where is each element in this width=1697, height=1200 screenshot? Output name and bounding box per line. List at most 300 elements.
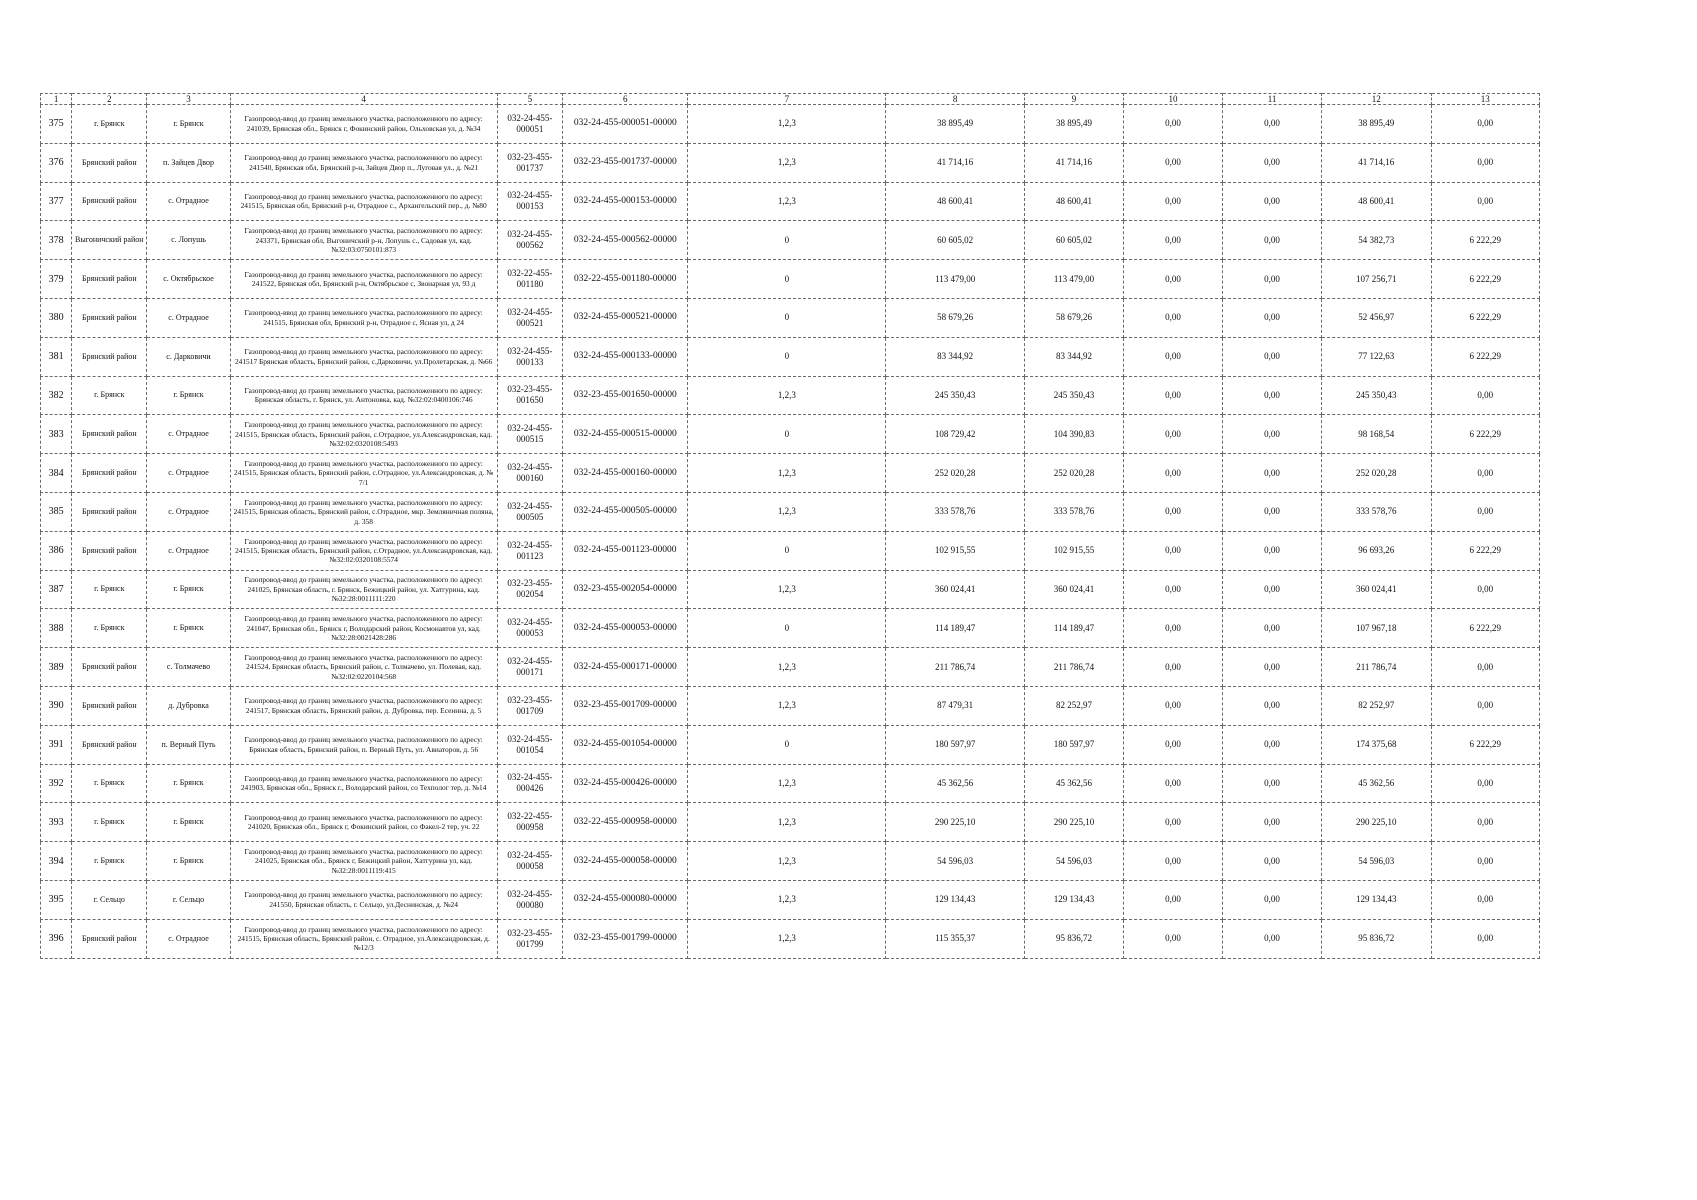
category-cell: 1,2,3 (688, 803, 886, 842)
value-col-8-cell: 114 189,47 (886, 609, 1025, 648)
district-cell: Брянский район (72, 415, 147, 454)
value-col-11-cell: 0,00 (1223, 609, 1322, 648)
district-cell: Брянский район (72, 531, 147, 570)
district-cell: Брянский район (72, 260, 147, 299)
value-col-8-cell: 54 596,03 (886, 842, 1025, 881)
row-number: 375 (41, 105, 72, 144)
value-col-11-cell: 0,00 (1223, 842, 1322, 881)
locality-cell: г. Сельцо (147, 880, 230, 919)
value-col-12-cell: 360 024,41 (1322, 570, 1431, 609)
table-row (41, 842, 1540, 881)
value-col-8-cell: 290 225,10 (886, 803, 1025, 842)
value-col-13-cell: 0,00 (1431, 182, 1540, 221)
value-col-11-cell: 0,00 (1223, 376, 1322, 415)
value-col-10-cell: 0,00 (1124, 570, 1223, 609)
value-col-12-cell: 129 134,43 (1322, 880, 1431, 919)
value-col-11-cell: 0,00 (1223, 880, 1322, 919)
value-col-13-cell: 0,00 (1431, 686, 1540, 725)
district-cell: Брянский район (72, 648, 147, 687)
table-row (41, 143, 1540, 182)
object-code-cell: 032-24-455-001054-00000 (563, 725, 688, 764)
table-row (41, 454, 1540, 493)
object-id-cell: 032-23-455-001709 (497, 686, 563, 725)
value-col-9-cell: 114 189,47 (1025, 609, 1124, 648)
object-code-cell: 032-23-455-001737-00000 (563, 143, 688, 182)
value-col-8-cell: 38 895,49 (886, 105, 1025, 144)
value-col-13-cell: 0,00 (1431, 648, 1540, 687)
value-col-9-cell: 41 714,16 (1025, 143, 1124, 182)
value-col-10-cell: 0,00 (1124, 376, 1223, 415)
value-col-10-cell: 0,00 (1124, 415, 1223, 454)
value-col-11-cell: 0,00 (1223, 298, 1322, 337)
column-header-11: 11 (1223, 94, 1322, 105)
district-cell: г. Брянск (72, 764, 147, 803)
value-col-9-cell: 104 390,83 (1025, 415, 1124, 454)
value-col-10-cell: 0,00 (1124, 182, 1223, 221)
table-row (41, 376, 1540, 415)
value-col-13-cell: 6 222,29 (1431, 337, 1540, 376)
value-col-10-cell: 0,00 (1124, 648, 1223, 687)
value-col-9-cell: 54 596,03 (1025, 842, 1124, 881)
object-id-cell: 032-24-455-000160 (497, 454, 563, 493)
value-col-12-cell: 252 020,28 (1322, 454, 1431, 493)
object-id-cell: 032-23-455-001650 (497, 376, 563, 415)
address-cell: Газопровод-ввод до границ земельного участка, расположенного по адресу: 241515, Брянская область, Брянский район, с.Отрадное, ул.Александровская, кад. №32:02:0320108:5493 (230, 415, 497, 454)
object-code-cell: 032-24-455-001123-00000 (563, 531, 688, 570)
district-cell: Брянский район (72, 686, 147, 725)
address-cell: Газопровод-ввод до границ земельного участка, расположенного по адресу: Брянская область, г. Брянск, ул. Антоновка, кад. №32:02:0400106:746 (230, 376, 497, 415)
row-number: 394 (41, 842, 72, 881)
object-code-cell: 032-23-455-001799-00000 (563, 919, 688, 958)
value-col-8-cell: 60 605,02 (886, 221, 1025, 260)
category-cell: 1,2,3 (688, 919, 886, 958)
value-col-13-cell: 6 222,29 (1431, 725, 1540, 764)
locality-cell: д. Дубровка (147, 686, 230, 725)
column-header-12: 12 (1322, 94, 1431, 105)
table-header (41, 94, 1540, 105)
value-col-12-cell: 82 252,97 (1322, 686, 1431, 725)
value-col-8-cell: 83 344,92 (886, 337, 1025, 376)
address-cell: Газопровод-ввод до границ земельного участка, расположенного по адресу: Брянская область, Брянский район, п. Верный Путь, ул. Авиаторов, д. 56 (230, 725, 497, 764)
value-col-9-cell: 129 134,43 (1025, 880, 1124, 919)
value-col-9-cell: 38 895,49 (1025, 105, 1124, 144)
object-id-cell: 032-24-455-000053 (497, 609, 563, 648)
table-row (41, 880, 1540, 919)
value-col-11-cell: 0,00 (1223, 725, 1322, 764)
category-cell: 1,2,3 (688, 143, 886, 182)
object-code-cell: 032-24-455-000515-00000 (563, 415, 688, 454)
column-header-2: 2 (72, 94, 147, 105)
object-id-cell: 032-24-455-000133 (497, 337, 563, 376)
value-col-10-cell: 0,00 (1124, 803, 1223, 842)
value-col-9-cell: 58 679,26 (1025, 298, 1124, 337)
district-cell: Брянский район (72, 298, 147, 337)
value-col-8-cell: 41 714,16 (886, 143, 1025, 182)
data-table (40, 93, 1540, 959)
row-number: 390 (41, 686, 72, 725)
object-id-cell: 032-24-455-000171 (497, 648, 563, 687)
value-col-12-cell: 290 225,10 (1322, 803, 1431, 842)
column-header-6: 6 (563, 94, 688, 105)
column-header-1: 1 (41, 94, 72, 105)
address-cell: Газопровод-ввод до границ земельного участка, расположенного по адресу: 241550, Брянская область, г. Сельцо, ул.Деснинская, д. №24 (230, 880, 497, 919)
category-cell: 0 (688, 609, 886, 648)
value-col-10-cell: 0,00 (1124, 260, 1223, 299)
value-col-12-cell: 96 693,26 (1322, 531, 1431, 570)
value-col-10-cell: 0,00 (1124, 531, 1223, 570)
object-code-cell: 032-23-455-001709-00000 (563, 686, 688, 725)
row-number: 393 (41, 803, 72, 842)
locality-cell: с. Отрадное (147, 492, 230, 531)
column-header-10: 10 (1124, 94, 1223, 105)
district-cell: Брянский район (72, 492, 147, 531)
value-col-12-cell: 333 578,76 (1322, 492, 1431, 531)
object-id-cell: 032-24-455-000426 (497, 764, 563, 803)
value-col-12-cell: 107 256,71 (1322, 260, 1431, 299)
value-col-8-cell: 113 479,00 (886, 260, 1025, 299)
object-id-cell: 032-24-455-000153 (497, 182, 563, 221)
category-cell: 1,2,3 (688, 764, 886, 803)
address-cell: Газопровод-ввод до границ земельного участка, расположенного по адресу: 241515, Брянская область, Брянский район, с.Отрадное, мкр. Земляничная поляна, д. 358 (230, 492, 497, 531)
value-col-13-cell: 0,00 (1431, 764, 1540, 803)
category-cell: 0 (688, 725, 886, 764)
value-col-8-cell: 102 915,55 (886, 531, 1025, 570)
address-cell: Газопровод-ввод до границ земельного участка, расположенного по адресу: 241515, Брянская обл, Брянский р-н, Отрадное с., Архангельский пер., д. №80 (230, 182, 497, 221)
row-number: 384 (41, 454, 72, 493)
object-code-cell: 032-24-455-000080-00000 (563, 880, 688, 919)
address-cell: Газопровод-ввод до границ земельного участка, расположенного по адресу: 243371, Брянская обл, Выгоничский р-н, Лопушь с., Садовая ул, кад. №32:03:0750101:873 (230, 221, 497, 260)
category-cell: 1,2,3 (688, 105, 886, 144)
value-col-8-cell: 87 479,31 (886, 686, 1025, 725)
column-header-7: 7 (688, 94, 886, 105)
value-col-13-cell: 6 222,29 (1431, 415, 1540, 454)
table-row (41, 648, 1540, 687)
value-col-13-cell: 6 222,29 (1431, 531, 1540, 570)
object-code-cell: 032-23-455-002054-00000 (563, 570, 688, 609)
value-col-10-cell: 0,00 (1124, 298, 1223, 337)
row-number: 380 (41, 298, 72, 337)
row-number: 385 (41, 492, 72, 531)
value-col-11-cell: 0,00 (1223, 764, 1322, 803)
object-code-cell: 032-24-455-000562-00000 (563, 221, 688, 260)
address-cell: Газопровод-ввод до границ земельного участка, расположенного по адресу: 241540, Брянская обл, Брянский р-н, Зайцев Двор п., Луговая ул., д. №21 (230, 143, 497, 182)
value-col-11-cell: 0,00 (1223, 143, 1322, 182)
address-cell: Газопровод-ввод до границ земельного участка, расположенного по адресу: 241025, Брянская обл., Брянск г, Бежицкий район, Хатгурина ул, кад. №32:28:0011119:415 (230, 842, 497, 881)
address-cell: Газопровод-ввод до границ земельного участка, расположенного по адресу: 241025, Брянская область, г. Брянск, Бежицкий район, ул. Хатгурина, кад. №32:28:0011111:220 (230, 570, 497, 609)
object-code-cell: 032-24-455-000505-00000 (563, 492, 688, 531)
locality-cell: г. Брянск (147, 609, 230, 648)
row-number: 391 (41, 725, 72, 764)
value-col-12-cell: 48 600,41 (1322, 182, 1431, 221)
locality-cell: с. Отрадное (147, 182, 230, 221)
object-id-cell: 032-23-455-002054 (497, 570, 563, 609)
row-number: 377 (41, 182, 72, 221)
district-cell: Брянский район (72, 182, 147, 221)
object-id-cell: 032-24-455-000562 (497, 221, 563, 260)
table-row (41, 919, 1540, 958)
address-cell: Газопровод-ввод до границ земельного участка, расположенного по адресу: 241039, Брянская обл., Брянск г, Фокинский район, Ольховская ул, д. №34 (230, 105, 497, 144)
locality-cell: г. Брянск (147, 803, 230, 842)
value-col-8-cell: 252 020,28 (886, 454, 1025, 493)
value-col-12-cell: 245 350,43 (1322, 376, 1431, 415)
category-cell: 0 (688, 260, 886, 299)
category-cell: 0 (688, 415, 886, 454)
table-row (41, 260, 1540, 299)
value-col-11-cell: 0,00 (1223, 415, 1322, 454)
value-col-8-cell: 45 362,56 (886, 764, 1025, 803)
value-col-11-cell: 0,00 (1223, 570, 1322, 609)
value-col-10-cell: 0,00 (1124, 764, 1223, 803)
table-row (41, 105, 1540, 144)
value-col-10-cell: 0,00 (1124, 609, 1223, 648)
object-id-cell: 032-23-455-001737 (497, 143, 563, 182)
value-col-12-cell: 52 456,97 (1322, 298, 1431, 337)
locality-cell: г. Брянск (147, 105, 230, 144)
object-id-cell: 032-24-455-000505 (497, 492, 563, 531)
locality-cell: г. Брянск (147, 764, 230, 803)
value-col-13-cell: 0,00 (1431, 842, 1540, 881)
category-cell: 1,2,3 (688, 376, 886, 415)
object-id-cell: 032-23-455-001799 (497, 919, 563, 958)
document-sheet (40, 93, 1540, 959)
row-number: 383 (41, 415, 72, 454)
value-col-13-cell: 0,00 (1431, 880, 1540, 919)
value-col-12-cell: 77 122,63 (1322, 337, 1431, 376)
value-col-9-cell: 211 786,74 (1025, 648, 1124, 687)
table-row (41, 337, 1540, 376)
table-row (41, 531, 1540, 570)
object-code-cell: 032-24-455-000053-00000 (563, 609, 688, 648)
value-col-13-cell: 6 222,29 (1431, 298, 1540, 337)
value-col-10-cell: 0,00 (1124, 143, 1223, 182)
value-col-13-cell: 0,00 (1431, 105, 1540, 144)
locality-cell: с. Отрадное (147, 531, 230, 570)
object-id-cell: 032-24-455-000521 (497, 298, 563, 337)
row-number: 395 (41, 880, 72, 919)
row-number: 376 (41, 143, 72, 182)
locality-cell: г. Брянск (147, 842, 230, 881)
value-col-13-cell: 0,00 (1431, 570, 1540, 609)
table-row (41, 764, 1540, 803)
address-cell: Газопровод-ввод до границ земельного участка, расположенного по адресу: 241517 Брянская область, Брянский район, с.Дарковичи, ул.Пролетарская, д. №66 (230, 337, 497, 376)
value-col-10-cell: 0,00 (1124, 221, 1223, 260)
category-cell: 1,2,3 (688, 648, 886, 687)
value-col-13-cell: 6 222,29 (1431, 221, 1540, 260)
value-col-10-cell: 0,00 (1124, 454, 1223, 493)
address-cell: Газопровод-ввод до границ земельного участка, расположенного по адресу: 241522, Брянская обл, Брянский р-н, Октябрьское с, Звонарная ул, 93 д (230, 260, 497, 299)
value-col-12-cell: 211 786,74 (1322, 648, 1431, 687)
value-col-8-cell: 245 350,43 (886, 376, 1025, 415)
address-cell: Газопровод-ввод до границ земельного участка, расположенного по адресу: 241047, Брянская обл., Брянск г, Володарский район, Космонавтов ул, кад. №32:28:0021428:286 (230, 609, 497, 648)
value-col-8-cell: 48 600,41 (886, 182, 1025, 221)
locality-cell: с. Дарковичи (147, 337, 230, 376)
table-row (41, 415, 1540, 454)
value-col-8-cell: 129 134,43 (886, 880, 1025, 919)
locality-cell: г. Брянск (147, 376, 230, 415)
value-col-10-cell: 0,00 (1124, 492, 1223, 531)
category-cell: 0 (688, 298, 886, 337)
object-id-cell: 032-24-455-000515 (497, 415, 563, 454)
category-cell: 1,2,3 (688, 454, 886, 493)
value-col-10-cell: 0,00 (1124, 337, 1223, 376)
category-cell: 0 (688, 221, 886, 260)
value-col-8-cell: 58 679,26 (886, 298, 1025, 337)
address-cell: Газопровод-ввод до границ земельного участка, расположенного по адресу: 241515, Брянская область, Брянский район, с.Отрадное, ул.Александровская, д. № 7/1 (230, 454, 497, 493)
value-col-11-cell: 0,00 (1223, 492, 1322, 531)
value-col-13-cell: 0,00 (1431, 454, 1540, 493)
object-code-cell: 032-24-455-000153-00000 (563, 182, 688, 221)
locality-cell: с. Толмачево (147, 648, 230, 687)
value-col-9-cell: 252 020,28 (1025, 454, 1124, 493)
object-code-cell: 032-24-455-000051-00000 (563, 105, 688, 144)
object-code-cell: 032-24-455-000426-00000 (563, 764, 688, 803)
table-row (41, 725, 1540, 764)
value-col-9-cell: 245 350,43 (1025, 376, 1124, 415)
value-col-8-cell: 108 729,42 (886, 415, 1025, 454)
locality-cell: с. Октябрьское (147, 260, 230, 299)
object-code-cell: 032-24-455-000521-00000 (563, 298, 688, 337)
table-row (41, 492, 1540, 531)
object-id-cell: 032-24-455-000051 (497, 105, 563, 144)
table-row (41, 686, 1540, 725)
locality-cell: с. Отрадное (147, 919, 230, 958)
value-col-12-cell: 54 382,73 (1322, 221, 1431, 260)
category-cell: 0 (688, 337, 886, 376)
value-col-9-cell: 180 597,97 (1025, 725, 1124, 764)
district-cell: г. Брянск (72, 609, 147, 648)
object-id-cell: 032-22-455-001180 (497, 260, 563, 299)
value-col-9-cell: 83 344,92 (1025, 337, 1124, 376)
value-col-11-cell: 0,00 (1223, 531, 1322, 570)
district-cell: г. Брянск (72, 842, 147, 881)
value-col-9-cell: 82 252,97 (1025, 686, 1124, 725)
district-cell: Выгоничский район (72, 221, 147, 260)
object-id-cell: 032-24-455-000058 (497, 842, 563, 881)
table-row (41, 609, 1540, 648)
value-col-9-cell: 102 915,55 (1025, 531, 1124, 570)
value-col-9-cell: 113 479,00 (1025, 260, 1124, 299)
value-col-12-cell: 38 895,49 (1322, 105, 1431, 144)
value-col-9-cell: 360 024,41 (1025, 570, 1124, 609)
row-number: 389 (41, 648, 72, 687)
category-cell: 1,2,3 (688, 686, 886, 725)
category-cell: 1,2,3 (688, 492, 886, 531)
table-row (41, 803, 1540, 842)
value-col-11-cell: 0,00 (1223, 337, 1322, 376)
value-col-12-cell: 45 362,56 (1322, 764, 1431, 803)
locality-cell: с. Отрадное (147, 415, 230, 454)
district-cell: г. Сельцо (72, 880, 147, 919)
object-code-cell: 032-24-455-000058-00000 (563, 842, 688, 881)
value-col-8-cell: 211 786,74 (886, 648, 1025, 687)
table-row (41, 298, 1540, 337)
object-code-cell: 032-24-455-000160-00000 (563, 454, 688, 493)
object-id-cell: 032-22-455-000958 (497, 803, 563, 842)
value-col-10-cell: 0,00 (1124, 880, 1223, 919)
value-col-11-cell: 0,00 (1223, 803, 1322, 842)
value-col-10-cell: 0,00 (1124, 919, 1223, 958)
value-col-13-cell: 0,00 (1431, 143, 1540, 182)
district-cell: Брянский район (72, 725, 147, 764)
object-code-cell: 032-22-455-000958-00000 (563, 803, 688, 842)
object-code-cell: 032-24-455-000133-00000 (563, 337, 688, 376)
object-id-cell: 032-24-455-001123 (497, 531, 563, 570)
value-col-12-cell: 95 836,72 (1322, 919, 1431, 958)
value-col-13-cell: 0,00 (1431, 376, 1540, 415)
address-cell: Газопровод-ввод до границ земельного участка, расположенного по адресу: 241903, Брянская обл., Брянск г., Володарский район, со Техполог тер, д. №14 (230, 764, 497, 803)
locality-cell: п. Зайцев Двор (147, 143, 230, 182)
value-col-9-cell: 95 836,72 (1025, 919, 1124, 958)
value-col-11-cell: 0,00 (1223, 221, 1322, 260)
address-cell: Газопровод-ввод до границ земельного участка, расположенного по адресу: 241020, Брянская обл., Брянск г, Фокинский район, со Факел-2 тер, уч. 22 (230, 803, 497, 842)
value-col-11-cell: 0,00 (1223, 648, 1322, 687)
value-col-8-cell: 115 355,37 (886, 919, 1025, 958)
value-col-8-cell: 333 578,76 (886, 492, 1025, 531)
value-col-13-cell: 0,00 (1431, 919, 1540, 958)
address-cell: Газопровод-ввод до границ земельного участка, расположенного по адресу: 241515, Брянская область, Брянский район, с. Отрадное, ул.Александровская, д. №12/3 (230, 919, 497, 958)
district-cell: г. Брянск (72, 376, 147, 415)
value-col-8-cell: 180 597,97 (886, 725, 1025, 764)
row-number: 392 (41, 764, 72, 803)
category-cell: 1,2,3 (688, 182, 886, 221)
row-number: 386 (41, 531, 72, 570)
locality-cell: с. Лопушь (147, 221, 230, 260)
value-col-11-cell: 0,00 (1223, 919, 1322, 958)
value-col-10-cell: 0,00 (1124, 686, 1223, 725)
column-header-4: 4 (230, 94, 497, 105)
value-col-10-cell: 0,00 (1124, 842, 1223, 881)
row-number: 388 (41, 609, 72, 648)
category-cell: 1,2,3 (688, 880, 886, 919)
column-header-13: 13 (1431, 94, 1540, 105)
value-col-10-cell: 0,00 (1124, 105, 1223, 144)
object-id-cell: 032-24-455-001054 (497, 725, 563, 764)
value-col-11-cell: 0,00 (1223, 454, 1322, 493)
value-col-12-cell: 41 714,16 (1322, 143, 1431, 182)
address-cell: Газопровод-ввод до границ земельного участка, расположенного по адресу: 241524, Брянская область, Брянский район, с. Толмачево, ул. Полевая, кад. №32:02:0220104:568 (230, 648, 497, 687)
district-cell: Брянский район (72, 919, 147, 958)
value-col-8-cell: 360 024,41 (886, 570, 1025, 609)
locality-cell: с. Отрадное (147, 454, 230, 493)
value-col-13-cell: 6 222,29 (1431, 609, 1540, 648)
value-col-9-cell: 290 225,10 (1025, 803, 1124, 842)
value-col-9-cell: 333 578,76 (1025, 492, 1124, 531)
table-row (41, 221, 1540, 260)
value-col-9-cell: 45 362,56 (1025, 764, 1124, 803)
object-code-cell: 032-24-455-000171-00000 (563, 648, 688, 687)
table-body (41, 105, 1540, 959)
row-number: 379 (41, 260, 72, 299)
district-cell: г. Брянск (72, 105, 147, 144)
row-number: 381 (41, 337, 72, 376)
locality-cell: с. Отрадное (147, 298, 230, 337)
column-header-8: 8 (886, 94, 1025, 105)
value-col-13-cell: 6 222,29 (1431, 260, 1540, 299)
object-code-cell: 032-23-455-001650-00000 (563, 376, 688, 415)
value-col-11-cell: 0,00 (1223, 260, 1322, 299)
locality-cell: п. Верный Путь (147, 725, 230, 764)
address-cell: Газопровод-ввод до границ земельного участка, расположенного по адресу: 241515, Брянская область, Брянский район, с.Отрадное, ул.Александровская, кад. №32:02:0320108:5574 (230, 531, 497, 570)
locality-cell: г. Брянск (147, 570, 230, 609)
category-cell: 0 (688, 531, 886, 570)
address-cell: Газопровод-ввод до границ земельного участка, расположенного по адресу: 241517, Брянская область, Брянский район, д. Дубровка, пер. Есенина, д. 5 (230, 686, 497, 725)
district-cell: г. Брянск (72, 803, 147, 842)
address-cell: Газопровод-ввод до границ земельного участка, расположенного по адресу: 241515, Брянская обл, Брянский р-н, Отрадное с, Ясная ул, д 24 (230, 298, 497, 337)
value-col-11-cell: 0,00 (1223, 105, 1322, 144)
value-col-12-cell: 174 375,68 (1322, 725, 1431, 764)
row-number: 387 (41, 570, 72, 609)
object-code-cell: 032-22-455-001180-00000 (563, 260, 688, 299)
